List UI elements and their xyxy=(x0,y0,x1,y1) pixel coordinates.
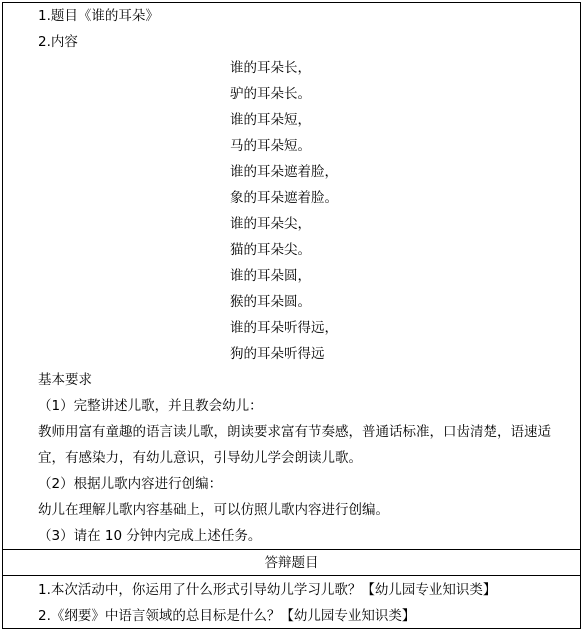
item-title: 1.题目《谁的耳朵》 xyxy=(38,8,159,24)
requirements-heading: 基本要求 xyxy=(38,372,92,388)
table-divider xyxy=(2,549,581,550)
requirement-1-body-line2: 宜，有感染力，有幼儿意识，引导幼儿学会朗读儿歌。 xyxy=(38,450,362,466)
requirement-2-body: 幼儿在理解儿歌内容基础上，可以仿照儿歌内容进行创编。 xyxy=(38,502,389,518)
poem-line: 谁的耳朵长， xyxy=(230,60,311,76)
poem-line: 象的耳朵遮着脸。 xyxy=(230,190,338,206)
defense-question-2: 2.《纲要》中语言领域的总目标是什么？【幼儿园专业知识类】 xyxy=(38,608,416,624)
poem-line: 谁的耳朵圆， xyxy=(230,268,311,284)
poem-line: 谁的耳朵遮着脸， xyxy=(230,164,338,180)
poem-line: 驴的耳朵长。 xyxy=(230,86,311,102)
requirement-1-title: （1）完整讲述儿歌，并且教会幼儿： xyxy=(38,398,263,414)
poem-line: 猴的耳朵圆。 xyxy=(230,294,311,310)
requirement-1-body-line1: 教师用富有童趣的语言读儿歌，朗读要求富有节奏感，普通话标准，口齿清楚，语速适 xyxy=(38,424,551,440)
table-divider xyxy=(2,575,581,576)
poem-line: 谁的耳朵尖， xyxy=(230,216,311,232)
poem xyxy=(230,59,338,371)
poem-line: 谁的耳朵短， xyxy=(230,112,311,128)
requirement-2-title: （2）根据儿歌内容进行创编： xyxy=(38,476,223,492)
poem-line: 马的耳朵短。 xyxy=(230,138,311,154)
poem-line: 谁的耳朵听得远， xyxy=(230,320,338,336)
defense-question-1: 1.本次活动中，你运用了什么形式引导幼儿学习儿歌？【幼儿园专业知识类】 xyxy=(38,582,497,598)
defense-heading: 答辩题目 xyxy=(264,555,319,571)
item-content-label: 2.内容 xyxy=(38,34,78,50)
poem-line: 猫的耳朵尖。 xyxy=(230,242,311,258)
poem-line: 狗的耳朵听得远 xyxy=(230,346,325,362)
requirement-3-title: （3）请在 10 分钟内完成上述任务。 xyxy=(38,528,262,544)
